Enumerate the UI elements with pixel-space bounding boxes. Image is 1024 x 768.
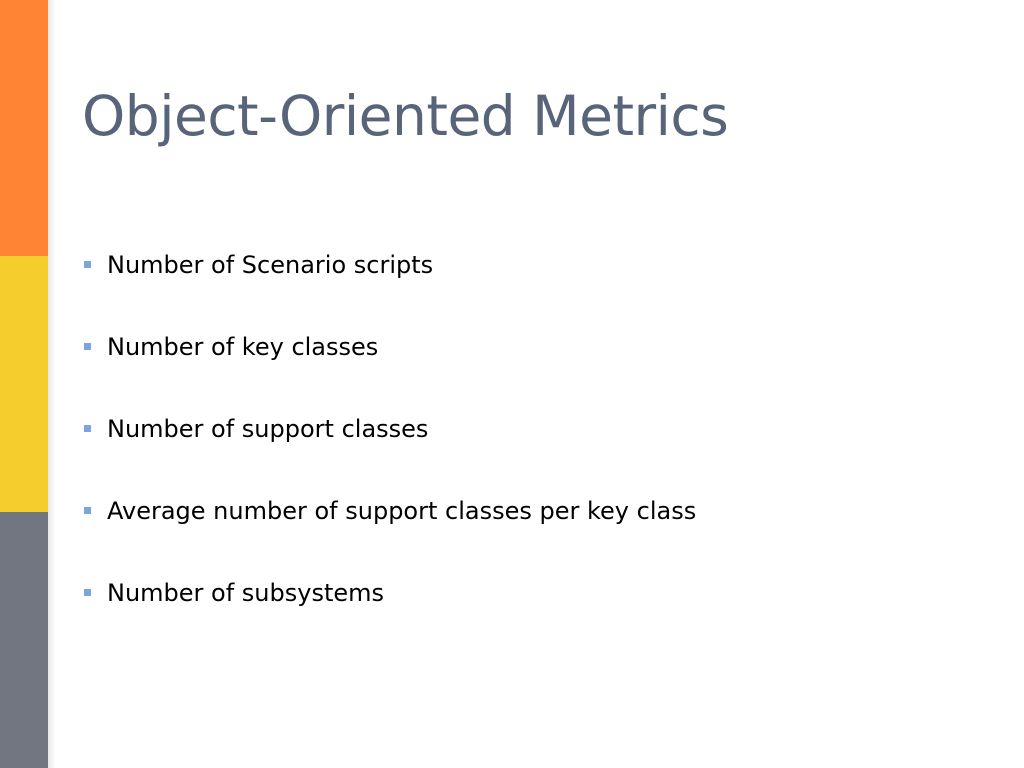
side-bar-shadow [48,0,56,768]
square-bullet-icon [84,261,91,268]
square-bullet-icon [84,507,91,514]
bullet-text: Number of key classes [107,333,379,361]
side-color-bar [0,0,48,768]
square-bullet-icon [84,589,91,596]
side-bar-yellow-segment [0,256,48,512]
side-bar-gray-segment [0,512,48,768]
bullet-text: Number of subsystems [107,579,385,607]
bullet-text: Number of support classes [107,415,429,443]
square-bullet-icon [84,425,91,432]
bullet-text: Number of Scenario scripts [107,251,434,279]
square-bullet-icon [84,343,91,350]
bullet-text: Average number of support classes per key class [107,497,697,525]
slide-title: Object-Oriented Metrics [82,84,729,148]
side-bar-orange-segment [0,0,48,256]
